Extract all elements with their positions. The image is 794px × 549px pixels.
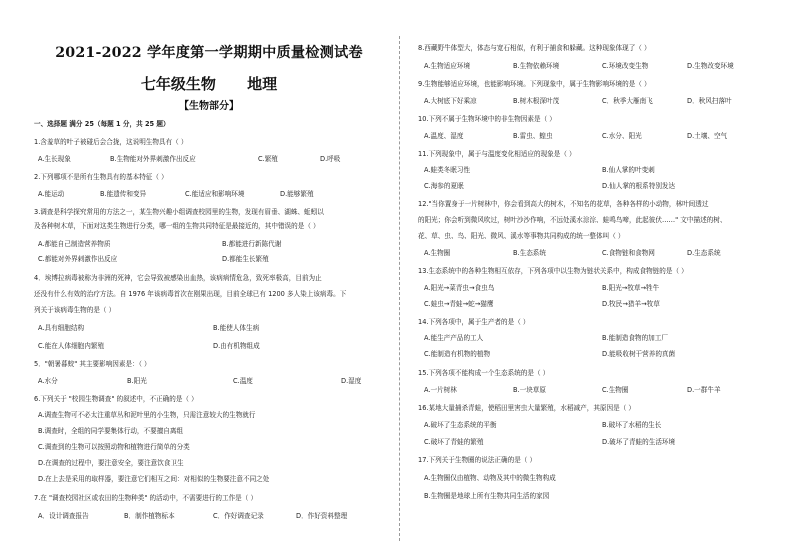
option: B.能遗传和变异 xyxy=(100,190,147,198)
question-12-line3: 花、草、虫、鸟、阳光、微风、溪水等事物共同构成的统一整体叫（ ） xyxy=(418,232,625,240)
section-heading: 一、选择题 满分 25（每题 1 分，共 25 题） xyxy=(34,120,170,128)
question-2: 2.下列哪项不是所有生物具有的基本特征（ ） xyxy=(34,173,168,181)
option: C.海参的夏眠 xyxy=(424,182,464,190)
option: A.一片树林 xyxy=(424,386,457,394)
option: A.温度、湿度 xyxy=(424,132,464,140)
option: A.生物圈 xyxy=(424,249,451,257)
option: D．秋风扫落叶 xyxy=(687,97,732,105)
question-6-c: C.调查到的生物可以按照动物和植物进行简单的分类 xyxy=(38,443,190,451)
question-10: 10.下列不属于生物环境中的非生物因素是（ ） xyxy=(418,115,556,123)
question-15: 15.下列各项不能构成一个生态系统的是（ ） xyxy=(418,369,550,377)
option: C.能在人体细胞内繁殖 xyxy=(38,342,105,350)
option: B.生态系统 xyxy=(513,249,546,257)
option: D.能吸收树干营养的真菌 xyxy=(602,350,676,358)
option: D.仙人掌的根系特别发达 xyxy=(602,182,676,190)
option: B.阳光→牧草→牲牛 xyxy=(602,284,660,292)
option: B.一块草原 xyxy=(513,386,546,394)
option: C.破坏了青蛙的繁殖 xyxy=(424,438,484,446)
option: D.能够繁殖 xyxy=(280,190,314,198)
question-4-line2: 还没有什么有效的治疗方法。自 1976 年该病毒首次在刚果出现，目前全球已有 1200 多人染上该病毒。下 xyxy=(34,290,347,298)
option: B.生物依赖环境 xyxy=(513,62,560,70)
question-6-a: A.调查生物可不必太注重草丛和泥叶里的小生物，只需注意较大的生物就行 xyxy=(38,411,256,419)
question-7: 7.在 "调查校园社区或农田的生物种类" 的活动中，不需要进行的工作是（ ） xyxy=(34,494,258,502)
option: A.能运动 xyxy=(38,190,65,198)
question-6-b: B.调查时，全组的同学要集体行动，不要擅自离组 xyxy=(38,427,184,435)
option: B.都能进行新陈代谢 xyxy=(222,240,282,248)
option: A.生长现象 xyxy=(38,155,71,163)
option: D.湿度 xyxy=(341,377,362,385)
question-17-b: B.生物圈是地球上所有生物共同生活的家园 xyxy=(424,492,550,500)
question-6-d: D.在调查的过程中，要注意安全，要注意饮食卫生 xyxy=(38,459,184,467)
question-16: 16.某地大量捕杀青蛙，使稻田里害虫大量繁殖，水稻减产，其原因是（ ） xyxy=(418,404,635,412)
question-14: 14.下列各项中，属于生产者的是（ ） xyxy=(418,318,530,326)
page-title: 2021-2022 学年度第一学期期中质量检测试卷 xyxy=(55,45,363,61)
question-11: 11.下列现象中，属于与温度变化相适应的现象是（ ） xyxy=(418,150,576,158)
question-13: 13.生态系统中的各种生物相互依存，下列各项中以生物为链状关系中，构成食物链的是（ ） xyxy=(418,267,688,275)
option: C.能制造有机物的植物 xyxy=(424,350,491,358)
option: D.土壤、空气 xyxy=(687,132,728,140)
option: A.具有细胞结构 xyxy=(38,324,85,332)
option: C.都能对外界刺激作出反应 xyxy=(38,255,118,263)
question-6-e: D.在上去是采用的取样器，要注意它们相互之间：对相似的生物要注意不同之处 xyxy=(38,475,270,483)
option: B.生物能对外界刺激作出反应 xyxy=(110,155,196,163)
question-12: 12."当你置身于一片树林中，你会看到高大的树木，不知名的花草，各种各样的小动物，林叶间透过 xyxy=(418,200,709,208)
option: A.能生产产品的工人 xyxy=(424,334,484,342)
option: D.破坏了青蛙的生活环境 xyxy=(602,438,676,446)
option: C.繁殖 xyxy=(258,155,278,163)
option: C.环境改变生物 xyxy=(602,62,649,70)
column-divider xyxy=(399,36,400,541)
option: C.生物圈 xyxy=(602,386,629,394)
option: A.阳光→菜青虫→食虫鸟 xyxy=(424,284,495,292)
question-8: 8.西藏野牛体型大，体态与宽石相似，有利于捕食和躲藏。这种现象体现了（ ） xyxy=(418,44,651,52)
option: C．秋季大雁南飞 xyxy=(602,97,653,105)
option: D.呼吸 xyxy=(320,155,341,163)
option: D.一群牛羊 xyxy=(687,386,721,394)
option: A.大树底下好乘凉 xyxy=(424,97,477,105)
question-9: 9.生物能够适应环境，也能影响环境。下列现象中，属于生物影响环境的是（ ） xyxy=(418,80,651,88)
option: A.水分 xyxy=(38,377,58,385)
option: C.能适应和影响环境 xyxy=(185,190,245,198)
option: A.破坏了生态系统的平衡 xyxy=(424,421,497,429)
option: C.蛙虫→青蛙→蛇→猫鹰 xyxy=(424,300,494,308)
option: B．制作植物标本 xyxy=(124,512,175,520)
question-4: 4．埃博拉病毒被称为非洲的死神，它会导致被感染出血热，该病病情危急，致死率极高，目前为止 xyxy=(34,274,322,282)
question-17-a: A.生物圈仅由植物、动物及其中的微生物构成 xyxy=(424,474,556,482)
option: D.牧民→猎羊→牧草 xyxy=(602,300,660,308)
question-6: 6.下列关于 "校园生物调查" 的叙述中，不正确的是（ ） xyxy=(34,395,198,403)
option: B.仙人掌的叶变刺 xyxy=(602,166,655,174)
option: D.都能生长繁殖 xyxy=(222,255,269,263)
option: B.破坏了水稻的生长 xyxy=(602,421,662,429)
question-1: 1.含羞草的叶子被碰后会合拢，这说明生物具有（ ） xyxy=(34,138,188,146)
question-3: 3.调查是科学探究常用的方法之一，某生物兴趣小组调查校园里的生物，发现有眉垂、湖蛛、蚯蚓以 xyxy=(34,208,324,216)
option: D.生态系统 xyxy=(687,249,721,257)
option: A．设计调查报告 xyxy=(38,512,89,520)
option: D.生物改变环境 xyxy=(687,62,734,70)
option: B.树木根深叶茂 xyxy=(513,97,560,105)
question-5: 5．"朝暑暮蛟" 其主要影响因素是：（ ） xyxy=(34,360,151,368)
option: C.食物链和食物网 xyxy=(602,249,655,257)
option: A.生物适应环境 xyxy=(424,62,471,70)
option: C．作好调查记录 xyxy=(213,512,264,520)
question-3-line2: 及各种树木草，下面对这类生物进行分类，哪一组的生物共同特征是最接近的，其中错误的是（ ） xyxy=(34,222,320,230)
option: B.雷虫、蝗虫 xyxy=(513,132,553,140)
option: B.能使人体生病 xyxy=(213,324,260,332)
section-label: 【生物部分】 xyxy=(179,101,239,112)
option: C.温度 xyxy=(233,377,253,385)
option: D.由有机物组成 xyxy=(213,342,260,350)
option: B.能制造食物的加工厂 xyxy=(602,334,668,342)
page-subtitle: 七年级生物 地理 xyxy=(140,75,278,93)
option: C.水分、阳光 xyxy=(602,132,642,140)
option: A.都能自己制造营养物质 xyxy=(38,240,111,248)
option: A.蛙类冬眠习性 xyxy=(424,166,471,174)
option: D．作好资料整理 xyxy=(296,512,348,520)
option: B.阳光 xyxy=(127,377,147,385)
question-17: 17.下列关于生物圈的说法正确的是（ ） xyxy=(418,456,537,464)
question-12-line2: 的阳光；你会听到微风吹过，树叶沙沙作响，不远处溪水淙淙、蛙鸣鸟啼，此起彼伏……" 文中描述的树、 xyxy=(418,216,727,224)
question-4-line3: 列关于该病毒生物的是（ ） xyxy=(34,306,116,314)
